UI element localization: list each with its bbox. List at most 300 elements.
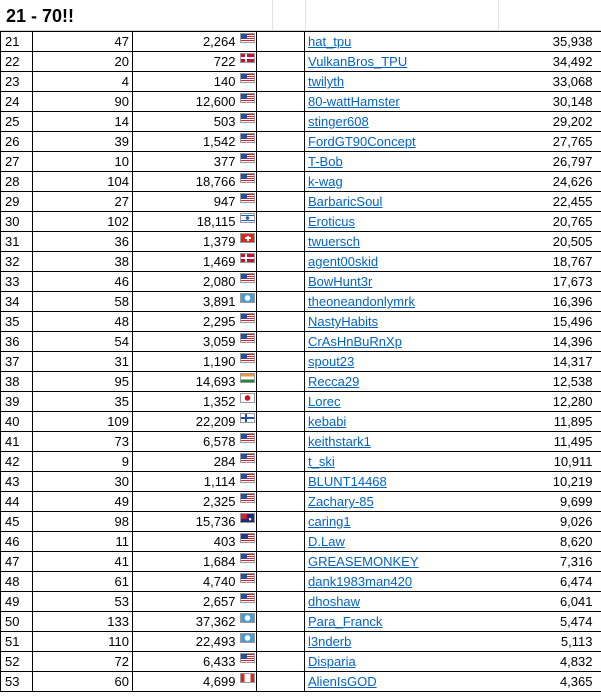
- total-cell[interactable]: 2,657: [133, 592, 239, 612]
- points-cell[interactable]: 11,895: [499, 412, 601, 432]
- flag-cell[interactable]: [239, 552, 257, 572]
- blank-cell[interactable]: [257, 552, 305, 572]
- total-cell[interactable]: 1,542: [133, 132, 239, 152]
- username-cell[interactable]: [305, 472, 499, 492]
- total-cell[interactable]: 722: [133, 52, 239, 72]
- blank-cell[interactable]: [257, 472, 305, 492]
- points-cell[interactable]: 34,492: [499, 52, 601, 72]
- blank-cell[interactable]: [257, 232, 305, 252]
- rank-cell[interactable]: 28: [1, 172, 33, 192]
- rank-cell[interactable]: 30: [1, 212, 33, 232]
- points-cell[interactable]: 5,474: [499, 612, 601, 632]
- rank-cell[interactable]: 37: [1, 352, 33, 372]
- total-cell[interactable]: 3,059: [133, 332, 239, 352]
- rank-cell[interactable]: 21: [1, 32, 33, 52]
- table-row[interactable]: [1, 112, 601, 132]
- username-link[interactable]: VulkanBros_TPU: [308, 54, 408, 69]
- total-cell[interactable]: 4,740: [133, 572, 239, 592]
- username-link[interactable]: CrAsHnBuRnXp: [308, 334, 402, 349]
- rank-cell[interactable]: 41: [1, 432, 33, 452]
- count-cell[interactable]: 133: [33, 612, 133, 632]
- table-row[interactable]: [1, 392, 601, 412]
- blank-cell[interactable]: [257, 32, 305, 52]
- flag-cell[interactable]: [239, 92, 257, 112]
- username-link[interactable]: BarbaricSoul: [308, 194, 383, 209]
- rank-cell[interactable]: 52: [1, 652, 33, 672]
- points-cell[interactable]: 29,202: [499, 112, 601, 132]
- count-cell[interactable]: 53: [33, 592, 133, 612]
- count-cell[interactable]: 35: [33, 392, 133, 412]
- blank-cell[interactable]: [257, 572, 305, 592]
- total-cell[interactable]: 22,493: [133, 632, 239, 652]
- table-row[interactable]: [1, 472, 601, 492]
- flag-cell[interactable]: [239, 172, 257, 192]
- total-cell[interactable]: 503: [133, 112, 239, 132]
- count-cell[interactable]: 38: [33, 252, 133, 272]
- rank-cell[interactable]: 39: [1, 392, 33, 412]
- username-link[interactable]: t_ski: [308, 454, 335, 469]
- blank-cell[interactable]: [257, 452, 305, 472]
- count-cell[interactable]: 46: [33, 272, 133, 292]
- blank-cell[interactable]: [257, 132, 305, 152]
- rank-cell[interactable]: 51: [1, 632, 33, 652]
- rank-cell[interactable]: 46: [1, 532, 33, 552]
- table-row[interactable]: [1, 232, 601, 252]
- table-row[interactable]: [1, 152, 601, 172]
- username-cell[interactable]: [305, 452, 499, 472]
- flag-cell[interactable]: [239, 572, 257, 592]
- flag-cell[interactable]: [239, 612, 257, 632]
- points-cell[interactable]: 6,474: [499, 572, 601, 592]
- table-row[interactable]: [1, 492, 601, 512]
- flag-cell[interactable]: [239, 232, 257, 252]
- total-cell[interactable]: 18,115: [133, 212, 239, 232]
- table-row[interactable]: [1, 52, 601, 72]
- points-cell[interactable]: 10,219: [499, 472, 601, 492]
- table-row[interactable]: [1, 252, 601, 272]
- rank-cell[interactable]: 29: [1, 192, 33, 212]
- username-cell[interactable]: [305, 372, 499, 392]
- count-cell[interactable]: 98: [33, 512, 133, 532]
- username-link[interactable]: Recca29: [308, 374, 360, 389]
- total-cell[interactable]: 140: [133, 72, 239, 92]
- total-cell[interactable]: 1,379: [133, 232, 239, 252]
- points-cell[interactable]: 7,316: [499, 552, 601, 572]
- points-cell[interactable]: 24,626: [499, 172, 601, 192]
- username-cell[interactable]: [305, 212, 499, 232]
- count-cell[interactable]: 20: [33, 52, 133, 72]
- points-cell[interactable]: 30,148: [499, 92, 601, 112]
- count-cell[interactable]: 41: [33, 552, 133, 572]
- flag-cell[interactable]: [239, 652, 257, 672]
- blank-cell[interactable]: [257, 392, 305, 412]
- flag-cell[interactable]: [239, 352, 257, 372]
- username-cell[interactable]: [305, 72, 499, 92]
- total-cell[interactable]: 947: [133, 192, 239, 212]
- count-cell[interactable]: 109: [33, 412, 133, 432]
- flag-cell[interactable]: [239, 32, 257, 52]
- table-row[interactable]: [1, 672, 601, 692]
- count-cell[interactable]: 110: [33, 632, 133, 652]
- rank-cell[interactable]: 32: [1, 252, 33, 272]
- blank-cell[interactable]: [257, 532, 305, 552]
- username-link[interactable]: Para_Franck: [308, 614, 383, 629]
- blank-cell[interactable]: [257, 632, 305, 652]
- total-cell[interactable]: 37,362: [133, 612, 239, 632]
- table-row[interactable]: [1, 92, 601, 112]
- rank-cell[interactable]: 35: [1, 312, 33, 332]
- points-cell[interactable]: 26,797: [499, 152, 601, 172]
- blank-cell[interactable]: [257, 492, 305, 512]
- rank-cell[interactable]: 36: [1, 332, 33, 352]
- flag-cell[interactable]: [239, 432, 257, 452]
- username-link[interactable]: AlienIsGOD: [308, 674, 377, 689]
- flag-cell[interactable]: [239, 292, 257, 312]
- blank-cell[interactable]: [257, 272, 305, 292]
- username-link[interactable]: kebabi: [308, 414, 347, 429]
- rank-cell[interactable]: 31: [1, 232, 33, 252]
- total-cell[interactable]: 2,080: [133, 272, 239, 292]
- username-cell[interactable]: [305, 332, 499, 352]
- flag-cell[interactable]: [239, 192, 257, 212]
- username-link[interactable]: spout23: [308, 354, 355, 369]
- points-cell[interactable]: 33,068: [499, 72, 601, 92]
- table-row[interactable]: [1, 512, 601, 532]
- points-cell[interactable]: 22,455: [499, 192, 601, 212]
- total-cell[interactable]: 14,693: [133, 372, 239, 392]
- flag-cell[interactable]: [239, 252, 257, 272]
- username-cell[interactable]: [305, 432, 499, 452]
- flag-cell[interactable]: [239, 312, 257, 332]
- rank-cell[interactable]: 25: [1, 112, 33, 132]
- table-row[interactable]: [1, 412, 601, 432]
- points-cell[interactable]: 18,767: [499, 252, 601, 272]
- blank-cell[interactable]: [257, 252, 305, 272]
- total-cell[interactable]: 1,114: [133, 472, 239, 492]
- username-link[interactable]: NastyHabits: [308, 314, 379, 329]
- flag-cell[interactable]: [239, 132, 257, 152]
- count-cell[interactable]: 39: [33, 132, 133, 152]
- username-link[interactable]: FordGT90Concept: [308, 134, 416, 149]
- rank-cell[interactable]: 38: [1, 372, 33, 392]
- flag-cell[interactable]: [239, 112, 257, 132]
- username-link[interactable]: BowHunt3r: [308, 274, 373, 289]
- total-cell[interactable]: 377: [133, 152, 239, 172]
- username-link[interactable]: dank1983man420: [308, 574, 413, 589]
- count-cell[interactable]: 102: [33, 212, 133, 232]
- rank-cell[interactable]: 26: [1, 132, 33, 152]
- points-cell[interactable]: 15,496: [499, 312, 601, 332]
- username-cell[interactable]: [305, 132, 499, 152]
- rank-cell[interactable]: 47: [1, 552, 33, 572]
- count-cell[interactable]: 14: [33, 112, 133, 132]
- points-cell[interactable]: 9,699: [499, 492, 601, 512]
- username-link[interactable]: BLUNT14468: [308, 474, 387, 489]
- username-cell[interactable]: [305, 232, 499, 252]
- username-link[interactable]: agent00skid: [308, 254, 379, 269]
- blank-cell[interactable]: [257, 412, 305, 432]
- table-row[interactable]: [1, 372, 601, 392]
- flag-cell[interactable]: [239, 152, 257, 172]
- count-cell[interactable]: 31: [33, 352, 133, 372]
- username-cell[interactable]: [305, 272, 499, 292]
- count-cell[interactable]: 10: [33, 152, 133, 172]
- username-link[interactable]: T-Bob: [308, 154, 343, 169]
- blank-cell[interactable]: [257, 92, 305, 112]
- rank-cell[interactable]: 43: [1, 472, 33, 492]
- count-cell[interactable]: 4: [33, 72, 133, 92]
- username-cell[interactable]: [305, 552, 499, 572]
- total-cell[interactable]: 18,766: [133, 172, 239, 192]
- username-link[interactable]: l3nderb: [308, 634, 352, 649]
- username-cell[interactable]: [305, 612, 499, 632]
- blank-cell[interactable]: [257, 72, 305, 92]
- username-cell[interactable]: [305, 512, 499, 532]
- username-link[interactable]: Lorec: [308, 394, 341, 409]
- blank-cell[interactable]: [257, 512, 305, 532]
- blank-cell[interactable]: [257, 312, 305, 332]
- flag-cell[interactable]: [239, 592, 257, 612]
- total-cell[interactable]: 2,325: [133, 492, 239, 512]
- total-cell[interactable]: 1,469: [133, 252, 239, 272]
- table-row[interactable]: [1, 432, 601, 452]
- blank-cell[interactable]: [257, 52, 305, 72]
- username-cell[interactable]: [305, 312, 499, 332]
- username-cell[interactable]: [305, 492, 499, 512]
- total-cell[interactable]: 12,600: [133, 92, 239, 112]
- username-cell[interactable]: [305, 572, 499, 592]
- blank-cell[interactable]: [257, 332, 305, 352]
- table-row[interactable]: [1, 212, 601, 232]
- username-cell[interactable]: [305, 412, 499, 432]
- count-cell[interactable]: 27: [33, 192, 133, 212]
- blank-cell[interactable]: [257, 432, 305, 452]
- flag-cell[interactable]: [239, 472, 257, 492]
- username-cell[interactable]: [305, 392, 499, 412]
- total-cell[interactable]: 15,736: [133, 512, 239, 532]
- points-cell[interactable]: 11,495: [499, 432, 601, 452]
- count-cell[interactable]: 9: [33, 452, 133, 472]
- username-cell[interactable]: [305, 352, 499, 372]
- total-cell[interactable]: 6,433: [133, 652, 239, 672]
- username-cell[interactable]: [305, 532, 499, 552]
- table-row[interactable]: [1, 552, 601, 572]
- total-cell[interactable]: 22,209: [133, 412, 239, 432]
- rank-cell[interactable]: 48: [1, 572, 33, 592]
- flag-cell[interactable]: [239, 332, 257, 352]
- count-cell[interactable]: 58: [33, 292, 133, 312]
- username-link[interactable]: caring1: [308, 514, 351, 529]
- points-cell[interactable]: 17,673: [499, 272, 601, 292]
- total-cell[interactable]: 284: [133, 452, 239, 472]
- blank-cell[interactable]: [257, 672, 305, 692]
- username-cell[interactable]: [305, 672, 499, 692]
- count-cell[interactable]: 49: [33, 492, 133, 512]
- table-row[interactable]: [1, 192, 601, 212]
- total-cell[interactable]: 3,891: [133, 292, 239, 312]
- flag-cell[interactable]: [239, 412, 257, 432]
- username-link[interactable]: keithstark1: [308, 434, 371, 449]
- username-link[interactable]: hat_tpu: [308, 34, 352, 49]
- count-cell[interactable]: 90: [33, 92, 133, 112]
- flag-cell[interactable]: [239, 372, 257, 392]
- username-cell[interactable]: [305, 52, 499, 72]
- count-cell[interactable]: 73: [33, 432, 133, 452]
- count-cell[interactable]: 30: [33, 472, 133, 492]
- table-row[interactable]: [1, 532, 601, 552]
- rank-cell[interactable]: 34: [1, 292, 33, 312]
- count-cell[interactable]: 47: [33, 32, 133, 52]
- flag-cell[interactable]: [239, 532, 257, 552]
- blank-cell[interactable]: [257, 112, 305, 132]
- blank-cell[interactable]: [257, 372, 305, 392]
- count-cell[interactable]: 48: [33, 312, 133, 332]
- count-cell[interactable]: 60: [33, 672, 133, 692]
- points-cell[interactable]: 8,620: [499, 532, 601, 552]
- points-cell[interactable]: 4,365: [499, 672, 601, 692]
- points-cell[interactable]: 14,396: [499, 332, 601, 352]
- username-cell[interactable]: [305, 112, 499, 132]
- username-cell[interactable]: [305, 172, 499, 192]
- table-row[interactable]: [1, 272, 601, 292]
- table-row[interactable]: [1, 292, 601, 312]
- blank-cell[interactable]: [257, 352, 305, 372]
- rank-cell[interactable]: 42: [1, 452, 33, 472]
- points-cell[interactable]: 20,505: [499, 232, 601, 252]
- blank-cell[interactable]: [257, 192, 305, 212]
- flag-cell[interactable]: [239, 212, 257, 232]
- username-link[interactable]: twilyth: [308, 74, 345, 89]
- country-flag-icon: [240, 593, 255, 603]
- username-cell[interactable]: [305, 32, 499, 52]
- rank-cell[interactable]: 53: [1, 672, 33, 692]
- username-link[interactable]: dhoshaw: [308, 594, 361, 609]
- count-cell[interactable]: 95: [33, 372, 133, 392]
- table-row[interactable]: [1, 332, 601, 352]
- username-link[interactable]: theoneandonlymrk: [308, 294, 415, 309]
- points-cell[interactable]: 9,026: [499, 512, 601, 532]
- blank-cell[interactable]: [257, 592, 305, 612]
- username-cell[interactable]: [305, 652, 499, 672]
- username-link[interactable]: D.Law: [308, 534, 345, 549]
- table-row[interactable]: [1, 592, 601, 612]
- points-cell[interactable]: 35,938: [499, 32, 601, 52]
- table-row[interactable]: [1, 452, 601, 472]
- total-cell[interactable]: 4,699: [133, 672, 239, 692]
- points-cell[interactable]: 6,041: [499, 592, 601, 612]
- points-cell[interactable]: 10,911: [499, 452, 601, 472]
- username-cell[interactable]: [305, 92, 499, 112]
- flag-cell[interactable]: [239, 392, 257, 412]
- blank-cell[interactable]: [257, 212, 305, 232]
- points-cell[interactable]: 27,765: [499, 132, 601, 152]
- points-cell[interactable]: 5,113: [499, 632, 601, 652]
- username-cell[interactable]: [305, 632, 499, 652]
- rank-cell[interactable]: 45: [1, 512, 33, 532]
- title-row: [0, 0, 601, 31]
- rank-cell[interactable]: 49: [1, 592, 33, 612]
- flag-cell[interactable]: [239, 632, 257, 652]
- table-row[interactable]: [1, 172, 601, 192]
- points-cell[interactable]: 20,765: [499, 212, 601, 232]
- username-link[interactable]: Disparia: [308, 654, 356, 669]
- username-link[interactable]: twuersch: [308, 234, 361, 249]
- username-link[interactable]: GREASEMONKEY: [308, 554, 419, 569]
- table-row[interactable]: [1, 652, 601, 672]
- total-cell[interactable]: 1,190: [133, 352, 239, 372]
- rank-cell[interactable]: 23: [1, 72, 33, 92]
- table-row[interactable]: [1, 132, 601, 152]
- count-cell[interactable]: 11: [33, 532, 133, 552]
- flag-cell[interactable]: [239, 272, 257, 292]
- total-cell[interactable]: 403: [133, 532, 239, 552]
- table-row[interactable]: [1, 352, 601, 372]
- total-cell[interactable]: 6,578: [133, 432, 239, 452]
- username-cell[interactable]: [305, 592, 499, 612]
- table-row[interactable]: [1, 72, 601, 92]
- blank-cell[interactable]: [257, 152, 305, 172]
- flag-cell[interactable]: [239, 672, 257, 692]
- username-link[interactable]: 80-wattHamster: [308, 94, 400, 109]
- points-cell[interactable]: 4,832: [499, 652, 601, 672]
- table-row[interactable]: [1, 32, 601, 52]
- points-cell[interactable]: 12,280: [499, 392, 601, 412]
- username-cell[interactable]: [305, 192, 499, 212]
- username-cell[interactable]: [305, 252, 499, 272]
- table-row[interactable]: [1, 632, 601, 652]
- flag-cell[interactable]: [239, 52, 257, 72]
- rank-cell[interactable]: 40: [1, 412, 33, 432]
- username-link[interactable]: k-wag: [308, 174, 343, 189]
- flag-cell[interactable]: [239, 512, 257, 532]
- country-flag-icon: [240, 433, 255, 443]
- points-cell[interactable]: 16,396: [499, 292, 601, 312]
- count-cell[interactable]: 61: [33, 572, 133, 592]
- rank-cell[interactable]: 22: [1, 52, 33, 72]
- points-cell[interactable]: 14,317: [499, 352, 601, 372]
- total-cell[interactable]: 1,352: [133, 392, 239, 412]
- blank-cell[interactable]: [257, 652, 305, 672]
- flag-cell[interactable]: [239, 452, 257, 472]
- username-link[interactable]: Eroticus: [308, 214, 355, 229]
- count-cell[interactable]: 36: [33, 232, 133, 252]
- blank-cell[interactable]: [257, 612, 305, 632]
- flag-cell[interactable]: [239, 72, 257, 92]
- username-cell[interactable]: [305, 152, 499, 172]
- count-cell[interactable]: 104: [33, 172, 133, 192]
- rank-cell[interactable]: 27: [1, 152, 33, 172]
- table-row[interactable]: [1, 612, 601, 632]
- rank-cell[interactable]: 50: [1, 612, 33, 632]
- username-link[interactable]: Zachary-85: [308, 494, 374, 509]
- count-cell[interactable]: 54: [33, 332, 133, 352]
- flag-cell[interactable]: [239, 492, 257, 512]
- blank-cell[interactable]: [257, 172, 305, 192]
- username-cell[interactable]: [305, 292, 499, 312]
- table-row[interactable]: [1, 572, 601, 592]
- total-cell[interactable]: 1,684: [133, 552, 239, 572]
- username-link[interactable]: stinger608: [308, 114, 369, 129]
- rank-cell[interactable]: 33: [1, 272, 33, 292]
- rank-cell[interactable]: 24: [1, 92, 33, 112]
- total-cell[interactable]: 2,264: [133, 32, 239, 52]
- total-cell[interactable]: 2,295: [133, 312, 239, 332]
- rank-cell[interactable]: 44: [1, 492, 33, 512]
- blank-cell[interactable]: [257, 292, 305, 312]
- table-row[interactable]: [1, 312, 601, 332]
- count-cell[interactable]: 72: [33, 652, 133, 672]
- points-cell[interactable]: 12,538: [499, 372, 601, 392]
